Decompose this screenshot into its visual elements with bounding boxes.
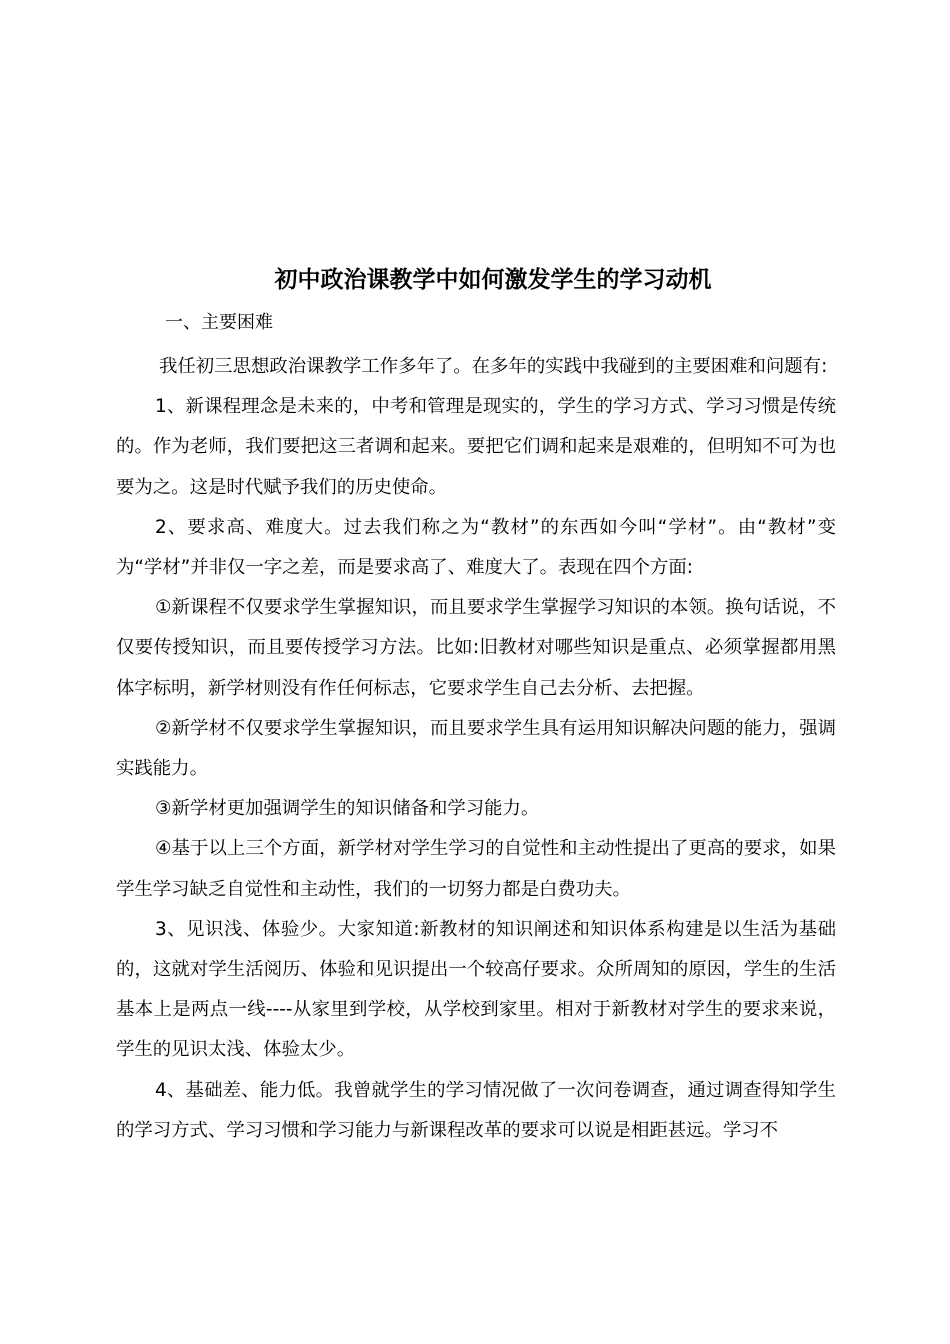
body-text [116, 347, 836, 1151]
section-heading: 一、主要困难 [165, 312, 273, 333]
paragraph: 4、基础差、能力低。我曾就学生的学习情况做了一次问卷调查，通过调查得知学生的学习方式、学习习惯和学习能力与新课程改革的要求可以说是相距甚远。学习不 [116, 1079, 836, 1141]
paragraph: ③新学材更加强调学生的知识储备和学习能力。 [155, 798, 540, 820]
document-title: 初中政治课教学中如何激发学生的学习动机 [274, 267, 712, 293]
paragraph: 1、新课程理念是未来的，中考和管理是现实的，学生的学习方式、学习习惯是传统的。作为老师，我们要把这三者调和起来。要把它们调和起来是艰难的，但明知不可为也要为之。这是时代赋予我们的历史使命。 [116, 396, 836, 498]
paragraph: ①新课程不仅要求学生掌握知识，而且要求学生掌握学习知识的本领。换句话说，不仅要传授知识，而且要传授学习方法。比如:旧教材对哪些知识是重点、必须掌握都用黑体字标明，新学材则没有作任何标志，它要求学生自己去分析、去把握。 [116, 597, 836, 699]
paragraph: ②新学材不仅要求学生掌握知识，而且要求学生具有运用知识解决问题的能力，强调实践能力。 [116, 717, 836, 780]
paragraph: 我任初三思想政治课教学工作多年了。在多年的实践中我碰到的主要困难和问题有: [159, 356, 828, 377]
paragraph: 3、见识浅、体验少。大家知道:新教材的知识阐述和知识体系构建是以生活为基础的，这就对学生活阅历、体验和见识提出一个较高仔要求。众所周知的原因，学生的生活基本上是两点一线----从家里到学校，从学校到家里。相对于新教材对学生的要求来说，学生的见识太浅、体验太少。 [116, 918, 836, 1061]
paragraph: ④基于以上三个方面，新学材对学生学习的自觉性和主动性提出了更高的要求，如果学生学习缺乏自觉性和主动性，我们的一切努力都是白费功夫。 [116, 838, 836, 900]
paragraph: 2、要求高、难度大。过去我们称之为“教材”的东西如今叫“学材”。由“教材”变为“学材”并非仅一字之差，而是要求高了、难度大了。表现在四个方面: [116, 516, 836, 579]
